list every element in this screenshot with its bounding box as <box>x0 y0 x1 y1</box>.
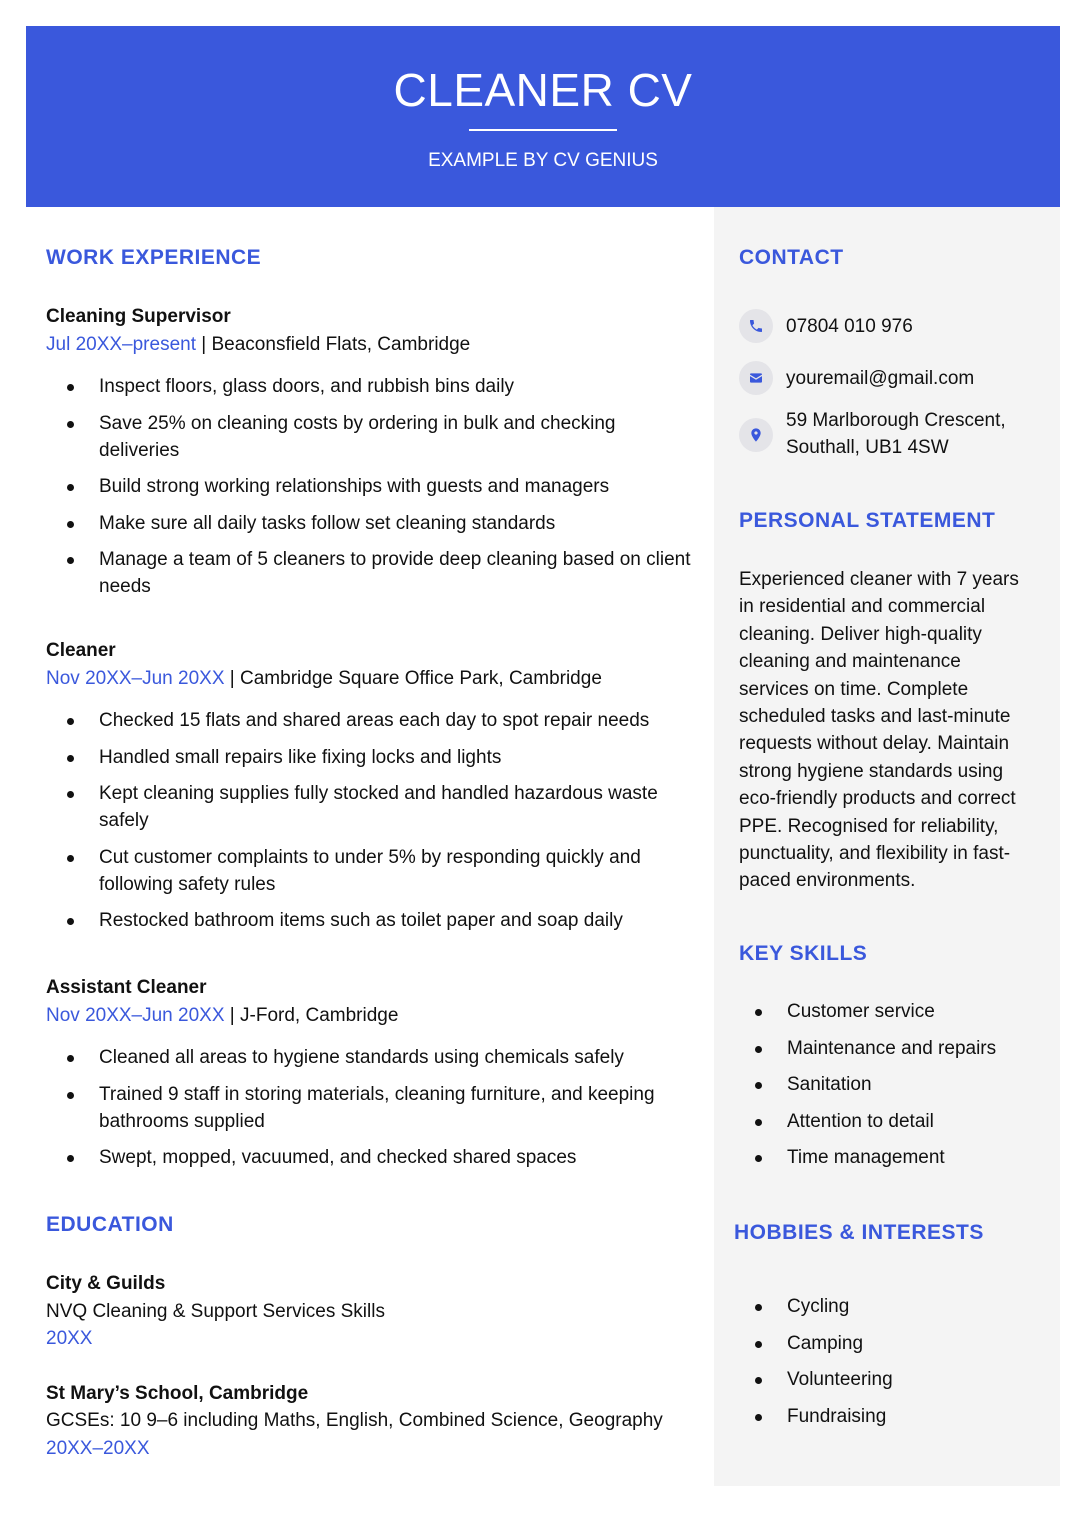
personal-statement-heading: PERSONAL STATEMENT <box>739 509 996 532</box>
key-skills-list <box>734 998 1034 1181</box>
personal-statement-text <box>739 566 1044 895</box>
list-item: Camping <box>734 1330 1034 1357</box>
education-name: St Mary’s School, Cambridge <box>46 1383 309 1404</box>
job-place: Cambridge Square Office Park, Cambridge <box>240 668 602 689</box>
list-item: Trained 9 staff in storing materials, cleaning furniture, and keeping bathrooms supplied <box>46 1081 701 1135</box>
statement-line: eco-friendly products and correct <box>739 788 1016 810</box>
statement-line: strong hygiene standards using <box>739 760 1004 782</box>
contact-phone-row <box>739 309 913 343</box>
key-skills-heading: KEY SKILLS <box>739 942 868 965</box>
statement-line: paced environments. <box>739 870 916 892</box>
list-item: Restocked bathroom items such as toilet paper and soap daily <box>46 907 691 934</box>
statement-line: scheduled tasks and last-minute <box>739 706 1011 728</box>
job-place: J-Ford, Cambridge <box>240 1005 399 1026</box>
job-bullets <box>46 1044 701 1181</box>
education-name: City & Guilds <box>46 1273 166 1294</box>
education-dates: 20XX <box>46 1328 93 1349</box>
list-item: Build strong working relationships with guests and managers <box>46 473 691 500</box>
education-heading: EDUCATION <box>46 1213 174 1236</box>
job-meta <box>46 667 602 691</box>
cv-title: CLEANER CV <box>393 64 693 116</box>
statement-line: in residential and commercial <box>739 596 986 618</box>
education-detail: GCSEs: 10 9–6 including Maths, English, Combined Science, Geography <box>46 1410 663 1431</box>
job-title: Cleaner <box>46 640 116 661</box>
list-item: Volunteering <box>734 1366 1034 1393</box>
list-item: Handled small repairs like fixing locks and lights <box>46 744 691 771</box>
contact-heading: CONTACT <box>739 246 844 269</box>
work-experience-heading: WORK EXPERIENCE <box>46 246 262 269</box>
phone-icon <box>739 309 773 343</box>
job-title: Assistant Cleaner <box>46 977 207 998</box>
contact-email-row <box>739 361 974 395</box>
list-item: Cut customer complaints to under 5% by responding quickly and following safety rules <box>46 844 691 898</box>
contact-address <box>786 407 1006 461</box>
list-item: Make sure all daily tasks follow set cleaning standards <box>46 510 691 537</box>
statement-line: services on time. Complete <box>739 678 969 700</box>
list-item: Maintenance and repairs <box>734 1035 1034 1062</box>
contact-phone: 07804 010 976 <box>786 316 913 337</box>
list-item: Cleaned all areas to hygiene standards using chemicals safely <box>46 1044 701 1071</box>
job-dates: Jul 20XX–present <box>46 334 196 355</box>
job-bullets <box>46 707 691 944</box>
statement-line: requests without delay. Maintain <box>739 733 1010 755</box>
location-pin-icon <box>739 418 773 452</box>
hobbies-heading: HOBBIES & INTERESTS <box>734 1221 984 1244</box>
job-meta <box>46 333 470 357</box>
hobbies-list <box>734 1293 1034 1439</box>
list-item: Kept cleaning supplies fully stocked and handled hazardous waste safely <box>46 780 691 834</box>
job-dates: Nov 20XX–Jun 20XX <box>46 668 225 689</box>
list-item: Attention to detail <box>734 1108 1034 1135</box>
statement-line: cleaning and maintenance <box>739 651 961 673</box>
header-divider <box>469 129 617 131</box>
list-item: Manage a team of 5 cleaners to provide deep cleaning based on client needs <box>46 546 691 600</box>
job-meta <box>46 1004 398 1028</box>
job-bullets <box>46 373 691 610</box>
list-item: Cycling <box>734 1293 1034 1320</box>
list-item: Time management <box>734 1144 1034 1171</box>
job-title: Cleaning Supervisor <box>46 306 231 327</box>
address-line: 59 Marlborough Crescent, <box>786 410 1006 431</box>
job-place: Beaconsfield Flats, Cambridge <box>211 334 471 355</box>
list-item: Sanitation <box>734 1071 1034 1098</box>
job-dates: Nov 20XX–Jun 20XX <box>46 1005 225 1026</box>
job-separator: | <box>196 334 212 355</box>
list-item: Swept, mopped, vacuumed, and checked shared spaces <box>46 1144 701 1171</box>
contact-email: youremail@gmail.com <box>786 368 975 389</box>
statement-line: punctuality, and flexibility in fast- <box>739 843 1011 865</box>
list-item: Customer service <box>734 998 1034 1025</box>
statement-line: Experienced cleaner with 7 years <box>739 569 1019 590</box>
list-item: Checked 15 flats and shared areas each day to spot repair needs <box>46 707 691 734</box>
address-line: Southall, UB1 4SW <box>786 437 949 458</box>
statement-line: cleaning. Deliver high-quality <box>739 623 982 645</box>
education-dates: 20XX–20XX <box>46 1438 150 1459</box>
statement-line: PPE. Recognised for reliability, <box>739 815 999 837</box>
job-separator: | <box>224 1005 241 1026</box>
contact-address-row <box>739 410 1006 461</box>
list-item: Save 25% on cleaning costs by ordering in bulk and checking deliveries <box>46 410 691 464</box>
envelope-icon <box>739 361 773 395</box>
cv-subtitle: EXAMPLE BY CV GENIUS <box>428 150 658 171</box>
list-item: Inspect floors, glass doors, and rubbish bins daily <box>46 373 691 400</box>
list-item: Fundraising <box>734 1403 1034 1430</box>
job-separator: | <box>224 668 241 689</box>
cv-header <box>26 26 1060 207</box>
education-detail: NVQ Cleaning & Support Services Skills <box>46 1301 385 1322</box>
